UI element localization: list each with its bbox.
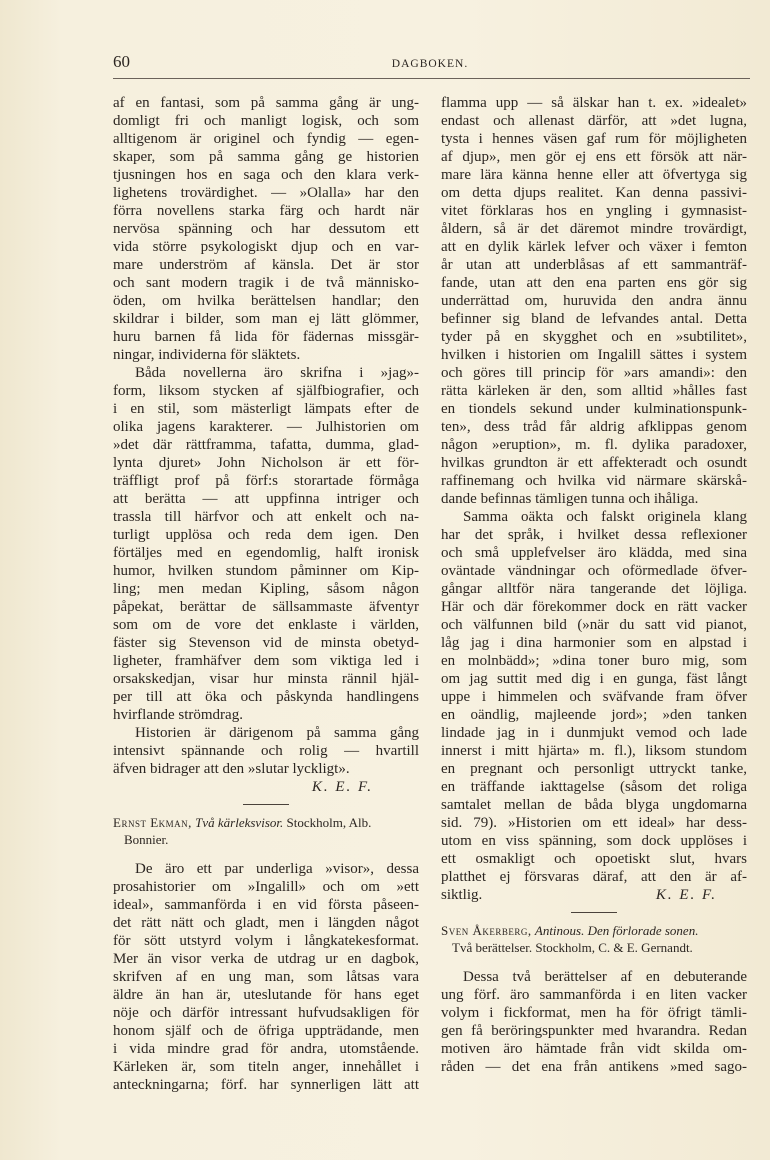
text-line: raffinemang och hvilka vid närmare skärskå- xyxy=(441,473,747,489)
publisher-info: Stockholm, Alb. xyxy=(286,815,372,830)
text-line: befinner sig bland de lefvandes antal. Detta xyxy=(441,311,747,327)
text-line: och göres till princip för »ars amandi»: den xyxy=(441,365,747,381)
text-line: Kärleken är, som titeln anger, innehållet i xyxy=(113,1059,419,1075)
text-line: en oändlig, majleende jord»; »den tanken xyxy=(441,707,747,723)
text-line: och sant modern tragik i de två människo- xyxy=(113,275,419,291)
bibliographic-entry xyxy=(113,814,419,848)
text-line: ligheter, framhäfver dem som viktiga led i xyxy=(113,653,419,669)
text-line: oväntade vändningar och oförmedlade öfver- xyxy=(441,563,747,579)
reviewer-signature: K. E. F. xyxy=(655,887,717,903)
text-line: tjusningen hos en saga och den klara verk- xyxy=(113,167,419,183)
text-line: Mer än visor verka de utdrag ur en dagbok, xyxy=(113,951,419,967)
text-line: år utan att underblåsas af ett sammanträf- xyxy=(441,257,747,273)
text-line: Dessa två berättelser af en debuterande xyxy=(463,969,747,985)
bib-line-2: Två berättelser. Stockholm, C. & E. Gernandt. xyxy=(452,940,693,955)
text-line: fäster sig Stevenson vid de minsta obetyd- xyxy=(113,635,419,651)
book-title: Två kärleksvisor. xyxy=(195,815,284,830)
text-line: förra novellens starka färg och hardt när xyxy=(113,203,419,219)
paragraph xyxy=(441,94,747,508)
text-line: domligt fri och manligt logisk, och som xyxy=(113,113,419,129)
text-line: samtalet mellan de båda blyga ungdomarna xyxy=(441,797,747,813)
text-line: äfven bidrager att den »slutar lyckligt». xyxy=(113,761,350,777)
text-line: platthet ej försvaras däraf, att den är af- xyxy=(441,869,747,885)
book-title: Antinous. Den förlorade sonen. xyxy=(534,923,699,938)
text-line: innerst i mitt hjärta» m. fl.), liksom stundom xyxy=(441,743,747,759)
section-divider xyxy=(243,804,289,805)
text-line: De äro ett par underliga »visor», dessa xyxy=(135,861,419,877)
text-line: huru barnen få lida för fädernas missgär- xyxy=(113,329,419,345)
text-line: honom själf och de öfriga uppträdande, men xyxy=(113,1023,419,1039)
page-number: 60 xyxy=(113,52,130,71)
text-line: som om de vore det enklaste i världen, xyxy=(113,617,419,633)
text-line: hvilkas grundton är ett affekteradt och osundt xyxy=(441,455,747,471)
text-line: rätta kärleken är den, som alltid »hålles fast xyxy=(441,383,747,399)
text-line: motiven äro hämtade från vidt skilda om- xyxy=(441,1041,747,1057)
text-line: uppe i himmelen och sväfvande fram öfver xyxy=(441,689,747,705)
text-line: nöje och därför intressant hufvudsakligen för xyxy=(113,1005,419,1021)
paragraph xyxy=(113,364,419,724)
text-line: Historien är därigenom på samma gång xyxy=(135,725,419,741)
text-line: hvirflande strömdrag. xyxy=(113,707,243,723)
paragraph xyxy=(113,94,419,364)
text-line: anteckningarna; förf. har synnerligen lätt att xyxy=(113,1077,419,1093)
text-line: humor, hvilken stundom påminner om Kip- xyxy=(113,563,419,579)
text-line: per till att öka och påskynda handlingens xyxy=(113,689,419,705)
text-line: träffligt prof på förf:s storartade förmåga xyxy=(113,473,419,489)
text-line: ett osmakligt och opoetiskt slut, hvars xyxy=(441,851,747,867)
text-line: tyder på en skygghet och en »subtilitet», xyxy=(441,329,747,345)
text-line: gångar alltför nära tangerande det löjliga. xyxy=(441,581,747,597)
bib-line-2: Bonnier. xyxy=(124,832,169,847)
text-line: det rätt nätt och gladt, men i längden något xyxy=(113,915,419,931)
spacer xyxy=(441,956,747,968)
text-line: af en fantasi, som på samma gång är ung- xyxy=(113,95,419,111)
bib-line xyxy=(113,814,419,831)
text-line: och små upplefvelser äro klädda, med sina xyxy=(441,545,747,561)
text-line xyxy=(441,886,747,904)
text-line: trassla till härfvor och att enkelt och na- xyxy=(113,509,419,525)
text-line: endast och allenast därför, att »det lugna, xyxy=(441,113,747,129)
text-line: ningar, individerna för släktets. xyxy=(113,347,301,363)
text-line: en molnbädd»; »dina toner buro mig, som xyxy=(441,653,747,669)
bibliographic-entry xyxy=(441,922,747,956)
spacer xyxy=(113,848,419,860)
text-line: vida större psykologiskt djup och en var- xyxy=(113,239,419,255)
text-line: påpekat, berättar de sällsammaste äfventyr xyxy=(113,599,419,615)
text-line: olika jagens karakterer. — Julhistorien om xyxy=(113,419,419,435)
text-line: åldern, så är det däremot mindre trovärdigt, xyxy=(441,221,747,237)
text-line: ung förf. äro sammanförda i en liten vacker xyxy=(441,987,747,1003)
paragraph xyxy=(113,724,419,778)
text-line: tysta i hennes väsen gaf rum för möjligheten xyxy=(441,131,747,147)
running-head: DAGBOKEN. xyxy=(391,58,469,70)
text-line: skrifven af en ung man, som låtsas vara xyxy=(113,969,419,985)
text-line: ling; men medan Kipling, såsom någon xyxy=(113,581,419,597)
text-line: vitet förklaras hos en yngling i gymnasist- xyxy=(441,203,747,219)
text-line: om detta djups realitet. Kan denna passivi- xyxy=(441,185,747,201)
text-line: låg jag i dina harmonier som en alpstad i xyxy=(441,635,747,651)
text-line: ideal», sammanförda i en vid första påseen- xyxy=(113,897,419,913)
text-line: flamma upp — så älskar han t. ex. »idealet» xyxy=(441,95,747,111)
section-divider xyxy=(571,912,617,913)
text-line: fande, utan att den ena parten ens gör sig xyxy=(441,275,747,291)
text-line: form, liksom stycken af själfbiografier, och xyxy=(113,383,419,399)
text-line: i en stil, som mästerligt lämpats efter de xyxy=(113,401,419,417)
text-line: Samma oäkta och falskt originela klang xyxy=(463,509,747,525)
text-line: lynta djuret» John Nicholson är ett för- xyxy=(113,455,419,471)
text-line: råden — det ena från antikens »med sago- xyxy=(441,1059,747,1075)
paragraph xyxy=(441,968,747,1076)
text-line: och välfunnen bild (»när du satt vid pianot, xyxy=(441,617,747,633)
text-line: mare lära känna henne eller att öfvertyga sig xyxy=(441,167,747,183)
text-line: hvilken i historien om Ingalill sättes i system xyxy=(441,347,747,363)
text-line: orsakskedjan, visar hur minsta rännil hjäl- xyxy=(113,671,419,687)
text-line: lighetens trovärdighet. — »Olalla» har den xyxy=(113,185,419,201)
text-line: af djup», men gör ej ens ett försök att när- xyxy=(441,149,747,165)
book-author: Ernst Ekman, xyxy=(113,815,192,830)
text-line: någon »eruption», m. fl. dylika paradoxer, xyxy=(441,437,747,453)
text-line: alltigenom är originel och fyndig — egen- xyxy=(113,131,419,147)
text-line: skildrar i bilder, som man ej lätt glömmer, xyxy=(113,311,419,327)
bib-line xyxy=(441,922,747,939)
text-line: turligt upplösa och reda dem igen. Den xyxy=(113,527,419,543)
text-line: en pregnant och personligt uttryckt tanke, xyxy=(441,761,747,777)
text-line: en tiondels sekund under kulminationspunk- xyxy=(441,401,747,417)
text-line: för sött utstyrd volym i långkatekesformat. xyxy=(113,933,419,949)
text-line: ten», dess tråd får aldrig afklippas genom xyxy=(441,419,747,435)
text-line: sid. 79). »Historien om ett ideal» har dess- xyxy=(441,815,747,831)
left-column xyxy=(113,94,419,1094)
text-line: skaper, som på samma gång ge historien xyxy=(113,149,419,165)
text-line: underrättad om, huruvida den andra ännu xyxy=(441,293,747,309)
reviewer-signature: K. E. F. xyxy=(311,779,373,795)
text-line: om jag suttit med dig i en gunga, fäst långt xyxy=(441,671,747,687)
paragraph xyxy=(441,508,747,904)
book-author: Sven Åkerberg, xyxy=(441,923,532,938)
text-line: nervösa spänning och har dessutom ett xyxy=(113,221,419,237)
text-line: prosahistorier om »Ingalill» och om »ett xyxy=(113,879,419,895)
header-rule xyxy=(113,78,750,79)
text-line-content: siktlig. xyxy=(441,887,483,903)
text-line: äldre än han är, uteslutande för hans eget xyxy=(113,987,419,1003)
text-line: en träffande iakttagelse (såsom det roliga xyxy=(441,779,747,795)
text-line: gen få beröringspunkter med hvarandra. Redan xyxy=(441,1023,747,1039)
text-line: »det där rättframma, tafatta, dumma, glad- xyxy=(113,437,419,453)
right-column xyxy=(441,94,747,1076)
text-line: Här och där förekommer dock en rätt vacker xyxy=(441,599,747,615)
text-line: lindade jag in i dunmjukt vemod och lade xyxy=(441,725,747,741)
text-line: utom en viss spänning, som dock upplöses i xyxy=(441,833,747,849)
text-line: öden, om hvilka berättelsen handlar; den xyxy=(113,293,419,309)
text-line: volym i fickformat, men ha för öfrigt tämli- xyxy=(441,1005,747,1021)
text-line: mare underström af känsla. Det är stor xyxy=(113,257,419,273)
text-line: Båda novellerna äro skrifna i »jag»- xyxy=(135,365,419,381)
paragraph xyxy=(113,860,419,1094)
text-line: intensivt spännande och rolig — hvartill xyxy=(113,743,419,759)
text-line: att berätta — att uppfinna intriger och xyxy=(113,491,419,507)
text-line: dande befinnas tämligen tunna och ihåliga. xyxy=(441,491,699,507)
text-line: i vida mindre grad för andra, utomstående. xyxy=(113,1041,419,1057)
text-line: att en dylik kärlek lefver och växer i femton xyxy=(441,239,747,255)
text-line: har det språk, i hvilket dessa reflexioner xyxy=(441,527,747,543)
text-line: förtäljes med en egendomlig, halft ironisk xyxy=(113,545,419,561)
